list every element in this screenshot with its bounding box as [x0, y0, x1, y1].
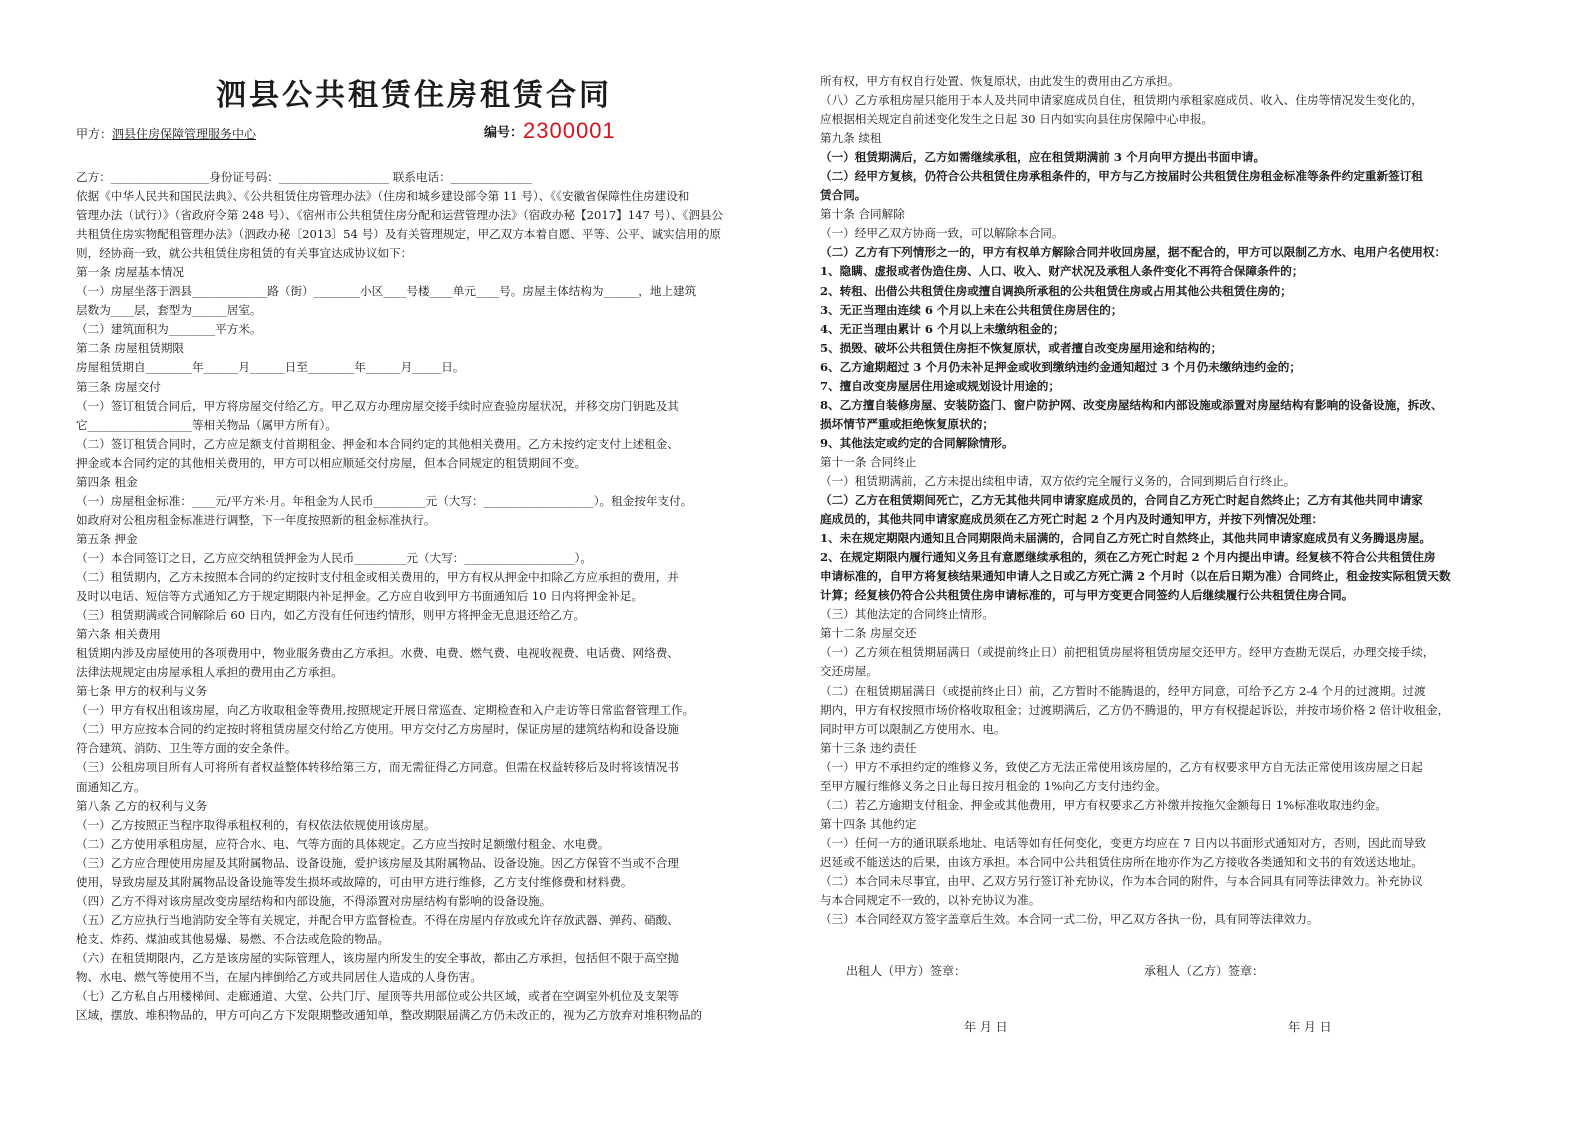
party-a-name: 泗县住房保障管理服务中心: [112, 127, 257, 141]
text-line: （一）租赁期满后，乙方如需继续承租，应在租赁期满前 3 个月向甲方提出书面申请。: [820, 150, 1266, 165]
text-line: 1、隐瞒、虚报或者伪造住房、人口、收入、财产状况及承租人条件变化不再符合保障条件的；: [820, 264, 1304, 279]
text-line: （三）本合同经双方签字盖章后生效。本合同一式二份，甲乙双方各执一份，具有同等法律效力。: [820, 912, 1319, 927]
text-line: 物、水电、燃气等使用不当，在屋内摔倒给乙方或共同居住人造成的人身伤害。: [76, 969, 482, 984]
text-line: 第五条 押金: [76, 531, 138, 546]
text-line: （六）在租赁期限内，乙方是该房屋的实际管理人，该房屋内所发生的安全事故，都由乙方承担，包括但不限于高空抛: [76, 950, 679, 965]
text-line: （二）乙方有下列情形之一的，甲方有权单方解除合同并收回房屋，据不配合的，甲方可以限制乙方水、电用户名使用权：: [820, 245, 1447, 260]
text-line: 至甲方履行维修义务之日止每日按月租金的 1%向乙方支付违约金。: [820, 778, 1167, 793]
text-line: 第七条 甲方的权利与义务: [76, 684, 208, 699]
contract-number: [484, 118, 616, 144]
text-line: 租赁期内涉及房屋使用的各项费用中，物业服务费由乙方承担。水费、电费、燃气费、电视收视费、电话费、网络费、: [76, 646, 679, 661]
text-line: 第三条 房屋交付: [76, 379, 161, 394]
text-line: （二）签订租赁合同时，乙方应足额支付首期租金、押金和本合同约定的其他相关费用。乙方未按约定支付上述租金、: [76, 436, 679, 451]
text-line: 管理办法（试行）》（省政府令第 248 号）、《宿州市公共租赁住房分配和运营管理办法》（宿政办秘【2017】147 号）、《泗县公: [76, 208, 724, 223]
text-line: 损坏情节严重或拒绝恢复原状的；: [820, 416, 994, 431]
text-line: （一）任何一方的通讯联系地址、电话等如有任何变化，变更方均应在 7 日内以书面形式通知对方，否则，因此而导致: [820, 835, 1427, 850]
text-line: 层数为____层，套型为______居室。: [76, 303, 262, 318]
party-a-label: 甲方：: [76, 127, 113, 141]
text-line: 法律法规规定由房屋承租人承担的费用由乙方承担。: [76, 665, 343, 680]
text-line: 8、乙方擅自装修房屋、安装防盗门、窗户防护网、改变房屋结构和内部设施或添置对房屋结构有影响的设备设施，拆改、: [820, 397, 1443, 412]
contract-number-label: 编号：: [484, 125, 524, 141]
text-line: 符合建筑、消防、卫生等方面的安全条件。: [76, 741, 297, 756]
contract-title: 泗县公共租赁住房租赁合同: [216, 78, 612, 113]
text-line: 第十四条 其他约定: [820, 816, 917, 831]
text-line: 共租赁住房实物配租管理办法》（泗政办秘〔2013〕54 号）及有关管理规定，甲乙双方本着自愿、平等、公平、诚实信用的原: [76, 227, 722, 242]
text-line: （七）乙方私自占用楼梯间、走廊通道、大堂、公共门厅、屋顶等共用部位或公共区域，或者在空调室外机位及支架等: [76, 989, 679, 1004]
text-line: （一）乙方按照正当程序取得承租权利的，有权依法依规使用该房屋。: [76, 817, 436, 832]
text-line: （二）甲方应按本合同的约定按时将租赁房屋交付给乙方使用。甲方交付乙方房屋时，保证房屋的建筑结构和设备设施: [76, 722, 679, 737]
text-line: 申请标准的，自甲方将复核结果通知申请人之日或乙方死亡满 2 个月时（以在后日期为准）合同终止，租金按实际租赁天数: [820, 569, 1451, 584]
text-line: 2、在规定期限内履行通知义务且有意愿继续承租的，须在乙方死亡时起 2 个月内提出申请。经复核不符合公共租赁住房: [820, 550, 1436, 565]
lessee-signature-label: 承租人（乙方）签章：: [1144, 964, 1265, 978]
text-line: 第六条 相关费用: [76, 627, 161, 642]
text-line: 同时甲方可以限制乙方使用水、电。: [820, 721, 1006, 736]
text-line: （二）租赁期内，乙方未按照本合同的约定按时支付租金或相关费用的，甲方有权从押金中扣除乙方应承担的费用，并: [76, 569, 679, 584]
text-line: （二）本合同未尽事宜，由甲、乙双方另行签订补充协议，作为本合同的附件，与本合同具有同等法律效力。补充协议: [820, 873, 1423, 888]
text-line: （一）乙方须在租赁期届满日（或提前终止日）前把租赁房屋将租赁房屋交还甲方。经甲方查勘无误后，办理交接手续，: [820, 645, 1435, 660]
text-line: （一）甲方有权出租该房屋，向乙方收取租金等费用,按照规定开展日常巡查、定期检查和入户走访等日常监督管理工作。: [76, 703, 695, 718]
text-line: （四）乙方不得对该房屋改变房屋结构和内部设施，不得添置对房屋结构有影响的设备设施。: [76, 893, 552, 908]
text-line: 3、无正当理由连续 6 个月以上未在公共租赁住房居住的；: [820, 302, 1123, 317]
text-line: （一）甲方不承担约定的维修义务，致使乙方无法正常使用该房屋的，乙方有权要求甲方自无法正常使用该房屋之日起: [820, 759, 1423, 774]
text-line: 第十条 合同解除: [820, 207, 905, 222]
text-line: （二）经甲方复核，仍符合公共租赁住房承租条件的，甲方与乙方按届时公共租赁住房租金标准等条件约定重新签订租: [820, 169, 1423, 184]
text-line: 所有权，甲方有权自行处置、恢复原状，由此发生的费用由乙方承担。: [820, 74, 1180, 88]
text-line: 第十二条 房屋交还: [820, 626, 917, 641]
text-line: （八）乙方承租房屋只能用于本人及共同申请家庭成员自住，租赁期内承租家庭成员、收入、住房等情况发生变化的，: [820, 93, 1423, 108]
left-body-text: [76, 168, 723, 1025]
text-line: 及时以电话、短信等方式通知乙方于规定期限内补足押金。乙方应自收到甲方书面通知后 10 日内将押金补足。: [76, 589, 644, 604]
text-line: （二）乙方在租赁期间死亡，乙方无其他共同申请家庭成员的，合同自乙方死亡时起自然终止；乙方有其他共同申请家: [820, 493, 1423, 508]
text-line: 期内，甲方有权按照市场价格收取租金；过渡期满后，乙方仍不腾退的，甲方有权提起诉讼，并按市场价格 2 倍计收租金，: [820, 702, 1450, 717]
text-line: 1、未在规定期限内通知且合同期限尚未届满的，合同自乙方死亡时自然终止，其他共同申请家庭成员有义务腾退房屋。: [820, 531, 1431, 546]
text-line: 应根据相关规定自前述变化发生之日起 30 日内如实向县住房保障中心申报。: [820, 112, 1214, 127]
text-line: （一）房屋坐落于泗县_____________路（街）________小区____号楼____单元____号。房屋主体结构为______，地上建筑: [76, 284, 697, 299]
lessor-signature-label: 出租人（甲方）签章：: [846, 964, 967, 978]
text-line: （二）在租赁期届满日（或提前终止日）前，乙方暂时不能腾退的，经甲方同意，可给予乙方 2-4 个月的过渡期。过渡: [820, 683, 1426, 698]
text-line: 与本合同规定不一致的，以补充协议为准。: [820, 893, 1041, 908]
right-body-text: [820, 72, 1451, 929]
text-line: 面通知乙方。: [76, 779, 146, 794]
text-line: （二）建筑面积为________平方米。: [76, 322, 262, 337]
text-line: 4、无正当理由累计 6 个月以上未缴纳租金的；: [820, 321, 1065, 336]
text-line: 第二条 房屋租赁期限: [76, 341, 185, 356]
text-line: （一）房屋租金标准：____元/平方米·月。年租金为人民币_________元（大写：___________________）。租金按年支付。: [76, 493, 693, 508]
text-line: （二）乙方使用承租房屋，应符合水、电、气等方面的具体规定。乙方应当按时足额缴付租金、水电费。: [76, 836, 610, 851]
party-a-line: [76, 125, 256, 142]
text-line: 6、乙方逾期超过 3 个月仍未补足押金或收到缴纳违约金通知超过 3 个月仍未缴纳违约金的；: [820, 359, 1301, 374]
text-line: 计算；经复核仍符合公共租赁住房申请标准的，可与甲方变更合同签约人后继续履行公共租赁住房合同。: [820, 588, 1354, 603]
text-line: 7、擅自改变房屋居住用途或规划设计用途的；: [820, 378, 1060, 393]
text-line: 乙方：_________________身份证号码：___________________ 联系电话：______________: [76, 170, 532, 184]
text-line: 它__________________等相关物品（属甲方所有）。: [76, 417, 337, 432]
text-line: 第十三条 违约责任: [820, 740, 917, 755]
text-line: 第四条 租金: [76, 474, 138, 489]
text-line: 如政府对公租房租金标准进行调整，下一年度按照新的租金标准执行。: [76, 512, 436, 527]
text-line: （三）其他法定的合同终止情形。: [820, 607, 994, 622]
text-line: （三）公租房项目所有人可将所有者权益整体转移给第三方，而无需征得乙方同意。但需在权益转移后及时将该情况书: [76, 760, 679, 775]
text-line: （一）签订租赁合同后，甲方将房屋交付给乙方。甲乙双方办理房屋交接手续时应查验房屋状况，并移交房门钥匙及其: [76, 398, 679, 413]
text-line: 第十一条 合同终止: [820, 454, 917, 469]
text-line: 第八条 乙方的权利与义务: [76, 798, 208, 813]
text-line: 赁合同。: [820, 188, 867, 203]
text-line: （五）乙方应执行当地消防安全等有关规定，并配合甲方监督检查。不得在房屋内存放或允许存放武器、弹药、硝酸、: [76, 912, 679, 927]
text-line: （三）乙方应合理使用房屋及其附属物品、设备设施，爱护该房屋及其附属物品、设备设施。因乙方保管不当或不合理: [76, 855, 679, 870]
text-line: 房屋租赁期自________年______月______日至________年______月_____日。: [76, 360, 465, 375]
text-line: 5、损毁、破坏公共租赁住房拒不恢复原状，或者擅自改变房屋用途和结构的；: [820, 340, 1223, 355]
text-line: 押金或本合同约定的其他相关费用的，甲方可以相应顺延交付房屋，但本合同规定的租赁期间不变。: [76, 455, 587, 470]
lessor-date: 年 月 日: [964, 1020, 1008, 1034]
contract-number-value: 2300001: [523, 118, 616, 143]
text-line: 则，经协商一致，就公共租赁住房租赁的有关事宜达成协议如下：: [76, 246, 413, 261]
text-line: 使用，导致房屋及其附属物品设备设施等发生损坏或故障的，可由甲方进行维修，乙方支付维修费和材料费。: [76, 874, 633, 889]
text-line: （一）经甲乙双方协商一致，可以解除本合同。: [820, 226, 1064, 241]
text-line: 交还房屋。: [820, 664, 878, 679]
text-line: （一）本合同签订之日，乙方应交纳租赁押金为人民币_________元（大写：___________________）。: [76, 550, 592, 565]
text-line: 2、转租、出借公共租赁住房或擅自调换所承租的公共租赁住房或占用其他公共租赁住房的；: [820, 283, 1292, 298]
text-line: 第九条 续租: [820, 131, 882, 146]
text-line: （一）租赁期满前，乙方未提出续租申请，双方依约完全履行义务的，合同到期后自行终止。: [820, 473, 1296, 488]
text-line: 第一条 房屋基本情况: [76, 265, 185, 280]
lessee-date: 年 月 日: [1288, 1020, 1332, 1034]
text-line: 庭成员的，其他共同申请家庭成员须在乙方死亡时起 2 个月内及时通知甲方，并按下列情况处理：: [820, 512, 1324, 527]
text-line: 迟延或不能送达的后果，由该方承担。本合同中公共租赁住房所在地亦作为乙方接收各类通知和文书的有效送达地址。: [820, 854, 1423, 869]
text-line: （三）租赁期满或合同解除后 60 日内，如乙方没有任何违约情形，则甲方将押金无息退还给乙方。: [76, 608, 586, 623]
text-line: 区域，摆放、堆积物品的，甲方可向乙方下发限期整改通知单，整改期限届满乙方仍未改正的，视为乙方放弃对堆积物品的: [76, 1008, 703, 1023]
text-line: 依据《中华人民共和国民法典》、《公共租赁住房管理办法》（住房和城乡建设部令第 11 号）、《《安徽省保障性住房建设和: [76, 189, 690, 204]
text-line: 9、其他法定或约定的合同解除情形。: [820, 435, 1014, 450]
text-line: 枪支、炸药、煤油或其他易爆、易燃、不合法或危险的物品。: [76, 931, 390, 946]
text-line: （二）若乙方逾期支付租金、押金或其他费用，甲方有权要求乙方补缴并按拖欠金额每日 1%标准收取违约金。: [820, 797, 1387, 812]
